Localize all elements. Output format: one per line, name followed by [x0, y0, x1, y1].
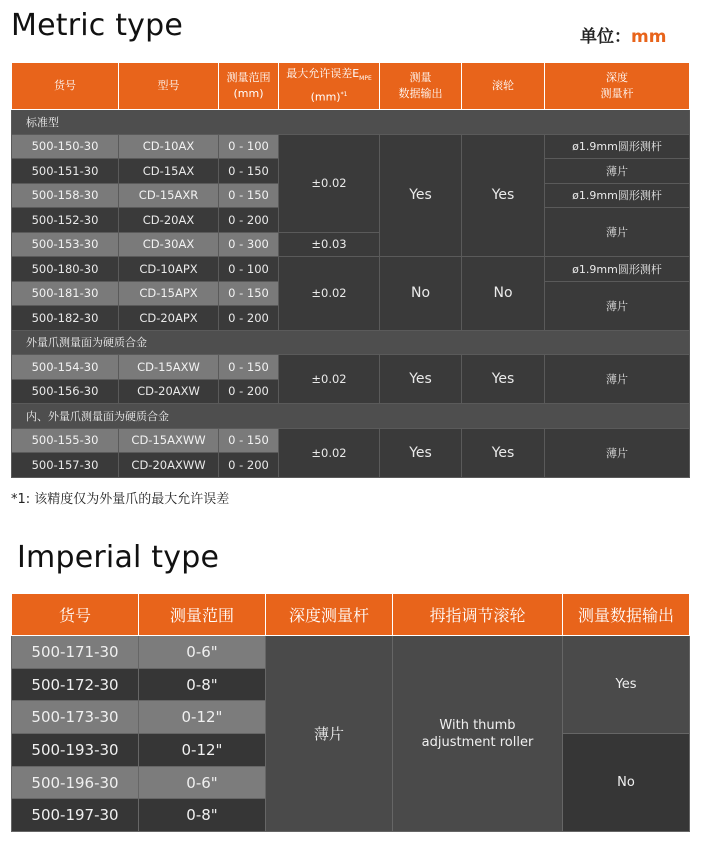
cell-mpe: ±0.02: [279, 428, 380, 477]
cell-code: 500-152-30: [12, 208, 119, 233]
header-depth-l1: 深度: [606, 71, 628, 84]
cell-range: 0 - 200: [219, 306, 279, 331]
cell-depth: ø1.9mm圆形测杆: [545, 257, 690, 282]
cell-model: CD-15AXW: [119, 355, 219, 380]
section-label: 外量爪测量面为硬质合金: [12, 330, 690, 355]
section-label: 标准型: [12, 110, 690, 135]
cell-range: 0 - 200: [219, 453, 279, 478]
cell-code: 500-151-30: [12, 159, 119, 184]
cell-model: CD-20AXW: [119, 379, 219, 404]
cell-code: 500-197-30: [12, 799, 139, 832]
cell-code: 500-155-30: [12, 428, 119, 453]
table-row: [12, 428, 690, 453]
cell-roller: No: [462, 257, 545, 331]
cell-depth: 薄片: [266, 636, 393, 832]
cell-code: 500-182-30: [12, 306, 119, 331]
cell-depth: 薄片: [545, 208, 690, 257]
cell-depth: 薄片: [545, 355, 690, 404]
cell-model: CD-15AX: [119, 159, 219, 184]
cell-model: CD-30AX: [119, 232, 219, 257]
cell-range: 0-6": [139, 636, 266, 669]
cell-output: Yes: [380, 428, 462, 477]
header-range-l1: 测量范围: [226, 71, 271, 84]
cell-model: CD-20AX: [119, 208, 219, 233]
cell-code: 500-171-30: [12, 636, 139, 669]
cell-range: 0 - 150: [219, 428, 279, 453]
roller-l2: adjustment roller: [421, 734, 534, 750]
cell-range: 0 - 150: [219, 183, 279, 208]
section-row: [12, 110, 690, 135]
cell-model: CD-15AXWW: [119, 428, 219, 453]
cell-code: 500-150-30: [12, 134, 119, 159]
unit-label: [580, 22, 666, 47]
cell-model: CD-15AXR: [119, 183, 219, 208]
unit-label-text: 单位：: [580, 27, 631, 47]
cell-code: 500-193-30: [12, 734, 139, 767]
metric-table: [11, 62, 690, 478]
metric-header-row: [12, 63, 690, 110]
cell-output: Yes: [380, 355, 462, 404]
table-row: [12, 636, 690, 669]
cell-depth: ø1.9mm圆形测杆: [545, 183, 690, 208]
cell-code: 500-154-30: [12, 355, 119, 380]
header-code: 货号: [12, 63, 119, 110]
cell-roller: Yes: [462, 355, 545, 404]
header-range: 测量范围: [139, 594, 266, 636]
header-roller: 滚轮: [462, 63, 545, 110]
cell-model: CD-15APX: [119, 281, 219, 306]
cell-range: 0 - 200: [219, 208, 279, 233]
cell-code: 500-180-30: [12, 257, 119, 282]
footnote: *1: 该精度仅为外量爪的最大允许误差: [11, 492, 230, 507]
header-roller: 拇指调节滚轮: [393, 594, 563, 636]
cell-range: 0 - 100: [219, 134, 279, 159]
cell-depth: 薄片: [545, 159, 690, 184]
cell-depth: ø1.9mm圆形测杆: [545, 134, 690, 159]
cell-output: No: [380, 257, 462, 331]
header-mpe-sub: MPE: [359, 75, 372, 83]
cell-depth: 薄片: [545, 281, 690, 330]
cell-code: 500-158-30: [12, 183, 119, 208]
cell-code: 500-173-30: [12, 701, 139, 734]
cell-code: 500-196-30: [12, 766, 139, 799]
cell-output: Yes: [380, 134, 462, 257]
header-depth: 深度测量杆: [266, 594, 393, 636]
cell-mpe: ±0.02: [279, 257, 380, 331]
section-row: [12, 330, 690, 355]
table-row: [12, 355, 690, 380]
cell-model: CD-20APX: [119, 306, 219, 331]
header-mpe-sup: *1: [340, 91, 348, 99]
cell-code: 500-172-30: [12, 668, 139, 701]
cell-mpe: ±0.03: [279, 232, 380, 257]
unit-value: mm: [631, 27, 667, 47]
cell-range: 0-6": [139, 766, 266, 799]
header-mpe-l1: 最大允许误差E: [286, 67, 360, 81]
cell-model: CD-20AXWW: [119, 453, 219, 478]
header-model: 型号: [119, 63, 219, 110]
cell-range: 0 - 150: [219, 281, 279, 306]
header-mpe-l2: (mm): [310, 90, 341, 104]
header-range-l2: (mm): [233, 87, 264, 100]
header-output-l2: 数据输出: [398, 87, 443, 100]
header-range: [219, 63, 279, 110]
cell-output: Yes: [563, 636, 690, 734]
header-mpe: [279, 63, 380, 110]
cell-mpe: ±0.02: [279, 134, 380, 232]
section-row: [12, 404, 690, 429]
cell-code: 500-157-30: [12, 453, 119, 478]
cell-roller: [393, 636, 563, 832]
cell-code: 500-181-30: [12, 281, 119, 306]
header-output-l1: 测量: [409, 71, 432, 84]
cell-range: 0 - 200: [219, 379, 279, 404]
cell-roller: Yes: [462, 134, 545, 257]
table-row: [12, 257, 690, 282]
cell-mpe: ±0.02: [279, 355, 380, 404]
table-row: [12, 134, 690, 159]
cell-roller: Yes: [462, 428, 545, 477]
imperial-table: [11, 593, 690, 832]
cell-range: 0 - 150: [219, 355, 279, 380]
imperial-title: Imperial type: [17, 540, 220, 575]
header-output: 测量数据输出: [563, 594, 690, 636]
cell-model: CD-10AX: [119, 134, 219, 159]
imperial-header-row: [12, 594, 690, 636]
metric-title: Metric type: [11, 8, 184, 43]
header-depth: [545, 63, 690, 110]
cell-code: 500-153-30: [12, 232, 119, 257]
cell-model: CD-10APX: [119, 257, 219, 282]
cell-range: 0-8": [139, 668, 266, 701]
cell-range: 0 - 300: [219, 232, 279, 257]
header-depth-l2: 测量杆: [600, 87, 634, 100]
cell-range: 0 - 100: [219, 257, 279, 282]
cell-depth: 薄片: [545, 428, 690, 477]
cell-range: 0-12": [139, 701, 266, 734]
cell-range: 0-12": [139, 734, 266, 767]
roller-l1: With thumb: [439, 717, 516, 733]
section-label: 内、外量爪测量面为硬质合金: [12, 404, 690, 429]
cell-range: 0 - 150: [219, 159, 279, 184]
cell-range: 0-8": [139, 799, 266, 832]
cell-code: 500-156-30: [12, 379, 119, 404]
header-output: [380, 63, 462, 110]
cell-output: No: [563, 734, 690, 832]
header-code: 货号: [12, 594, 139, 636]
